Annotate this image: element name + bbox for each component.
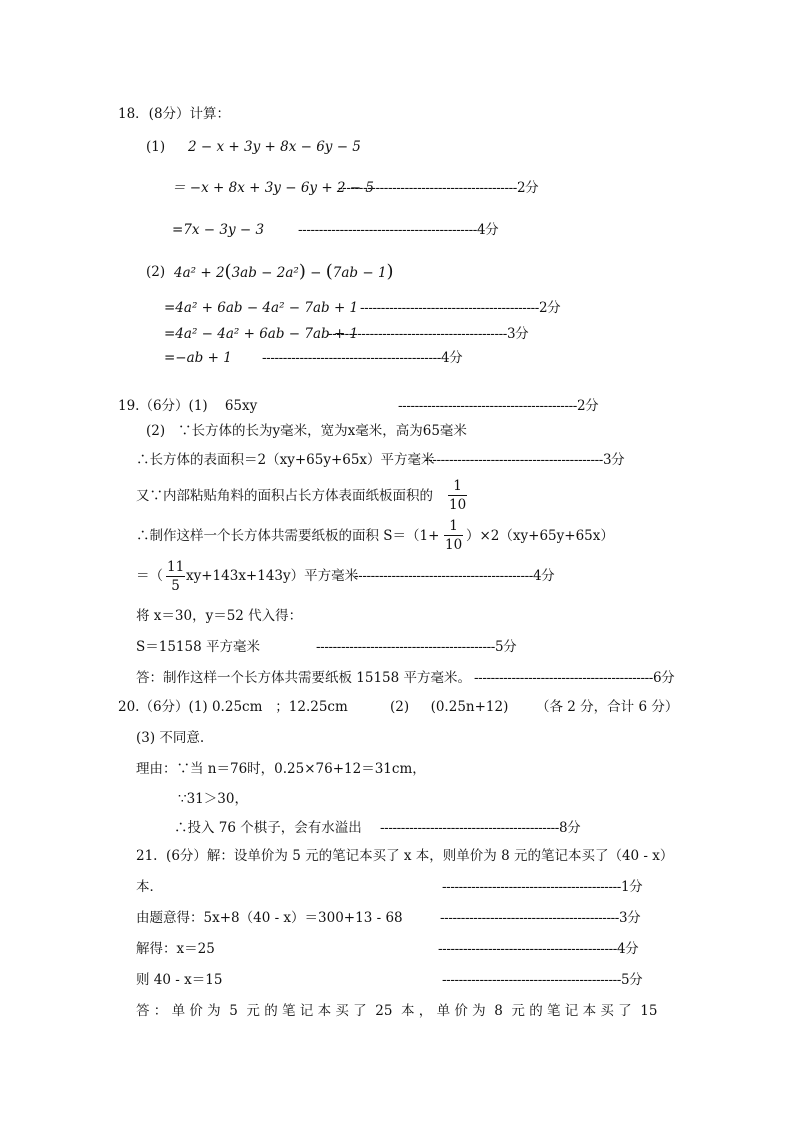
q18-part2-step2: =4a² − 4a² + 6ab − 7ab + 1 <box>164 326 359 342</box>
q18-part2-expression <box>174 262 394 282</box>
q18-part1-step1: ＝ −x + 8x + 3y − 6y + 2 − 5 <box>172 180 374 196</box>
q21-answer: 答 ： 单 价 为 5 元 的 笔 记 本 买 了 25 本 ， 单 价 为 8 元 的 笔 记 本 买 了 15 <box>136 1003 658 1019</box>
fraction-bar <box>444 535 463 536</box>
fraction-denominator: 10 <box>449 497 467 513</box>
q19-line3: 又∵内部粘贴角料的面积占长方体表面纸板面积的 <box>136 488 433 504</box>
q18-part2-label: (2) <box>146 264 166 280</box>
q19-header-score: -------------------------------------------2分 <box>398 398 599 414</box>
q18-part2-expr-a: 4a² + 2 <box>174 265 225 281</box>
q21-line3-score: -------------------------------------------4分 <box>438 941 639 957</box>
q21-line2-score: -------------------------------------------3分 <box>440 910 641 926</box>
q19-answer: 答：制作这样一个长方体共需要纸板 15158 平方毫米。 <box>136 670 472 686</box>
q20-line4: ∴投入 76 个棋子，会有水溢出 <box>174 820 362 836</box>
q19-line3-fraction <box>448 478 467 513</box>
q21-line1: 本． <box>136 879 163 895</box>
q18-part2-step1: =4a² + 6ab − 4a² − 7ab + 1 <box>164 300 359 316</box>
q19-line5-fraction <box>166 559 185 594</box>
q20-line2: 理由：∵当 n＝76时，0.25×76+12＝31cm， <box>136 761 426 777</box>
q19-line4-b: ）×2（xy+65y+65x） <box>466 528 614 544</box>
fraction-denominator: 5 <box>171 578 180 594</box>
paren-close: ) <box>298 261 306 282</box>
q20-header-note: （各 2 分，合计 6 分） <box>536 699 679 715</box>
q21-line4-score: -------------------------------------------5分 <box>442 972 643 988</box>
q21-line2: 由题意得：5x+8（40 - x）＝300+13 - 68 <box>136 910 403 926</box>
q19-line5-score: -------------------------------------------4分 <box>354 568 555 584</box>
q18-part2-step2-score: -------------------------------------------3分 <box>328 326 529 342</box>
fraction-bar <box>448 495 467 496</box>
fraction-denominator: 10 <box>445 537 463 553</box>
q21-header: 21. (6分）解：设单价为 5 元的笔记本买了 x 本，则单价为 8 元的笔记本买了（40 - x） <box>136 848 674 864</box>
q19-line5-b: xy+143x+143y）平方毫米 <box>186 568 359 584</box>
q21-line4: 则 40 - x＝15 <box>136 972 223 988</box>
q19-line4-fraction <box>444 518 463 553</box>
paren-open: ( <box>224 261 232 282</box>
paren-close-2: ) <box>386 261 394 282</box>
fraction-numerator: 1 <box>453 478 462 494</box>
q19-header: 19.（6分）(1) 65xy <box>118 398 258 414</box>
q19-line7: S＝15158 平方毫米 <box>136 639 260 655</box>
q19-answer-score: -------------------------------------------6分 <box>474 670 675 686</box>
q18-part1-label: (1) <box>146 139 166 155</box>
q20-line1: (3) 不同意. <box>136 730 205 746</box>
fraction-numerator: 11 <box>167 559 185 575</box>
q19-line2: ∴长方体的表面积＝2（xy+65y+65x）平方毫米 <box>136 452 435 468</box>
q19-line2-score: -------------------------------------------3分 <box>424 452 625 468</box>
q20-line4-score: -------------------------------------------8分 <box>380 820 581 836</box>
q19-line6: 将 x＝30，y＝52 代入得： <box>136 608 303 624</box>
q18-part2-expr-d: 7ab − 1 <box>332 265 387 281</box>
q18-part1-step2: =7x − 3y − 3 <box>172 222 265 238</box>
q18-part2-expr-c: − <box>305 265 326 281</box>
q18-part2-step1-score: -------------------------------------------2分 <box>360 300 561 316</box>
fraction-bar <box>166 576 185 577</box>
q19-line4-a: ∴制作这样一个长方体共需要纸板的面积 S＝（1+ <box>136 528 440 544</box>
q18-part1-step2-score: -------------------------------------------4分 <box>298 222 499 238</box>
q20-line3: ∵31＞30， <box>178 791 248 807</box>
q18-header: 18．(8分）计算： <box>118 106 231 122</box>
q20-header: 20.（6分）(1) 0.25cm ；12.25cm <box>118 699 348 715</box>
q18-part1-expression: 2 − x + 3y + 8x − 6y − 5 <box>188 139 361 155</box>
q18-part2-step3: =−ab + 1 <box>164 350 232 366</box>
q20-header-part2: (2) (0.25n+12) <box>390 699 509 715</box>
q19-line7-score: -------------------------------------------5分 <box>316 639 517 655</box>
q21-line1-score: -------------------------------------------1分 <box>442 879 643 895</box>
q18-part1-step1-score: -------------------------------------------2分 <box>338 180 539 196</box>
q19-line1: (2) ∵长方体的长为y毫米，宽为x毫米，高为65毫米 <box>146 423 467 439</box>
paren-open-2: ( <box>325 261 333 282</box>
q21-line3: 解得：x＝25 <box>136 941 215 957</box>
q18-part2-step3-score: -------------------------------------------4分 <box>262 350 463 366</box>
fraction-numerator: 1 <box>449 518 458 534</box>
q18-part2-expr-b: 3ab − 2a² <box>231 265 299 281</box>
q19-line5-a: ＝（ <box>136 568 163 584</box>
